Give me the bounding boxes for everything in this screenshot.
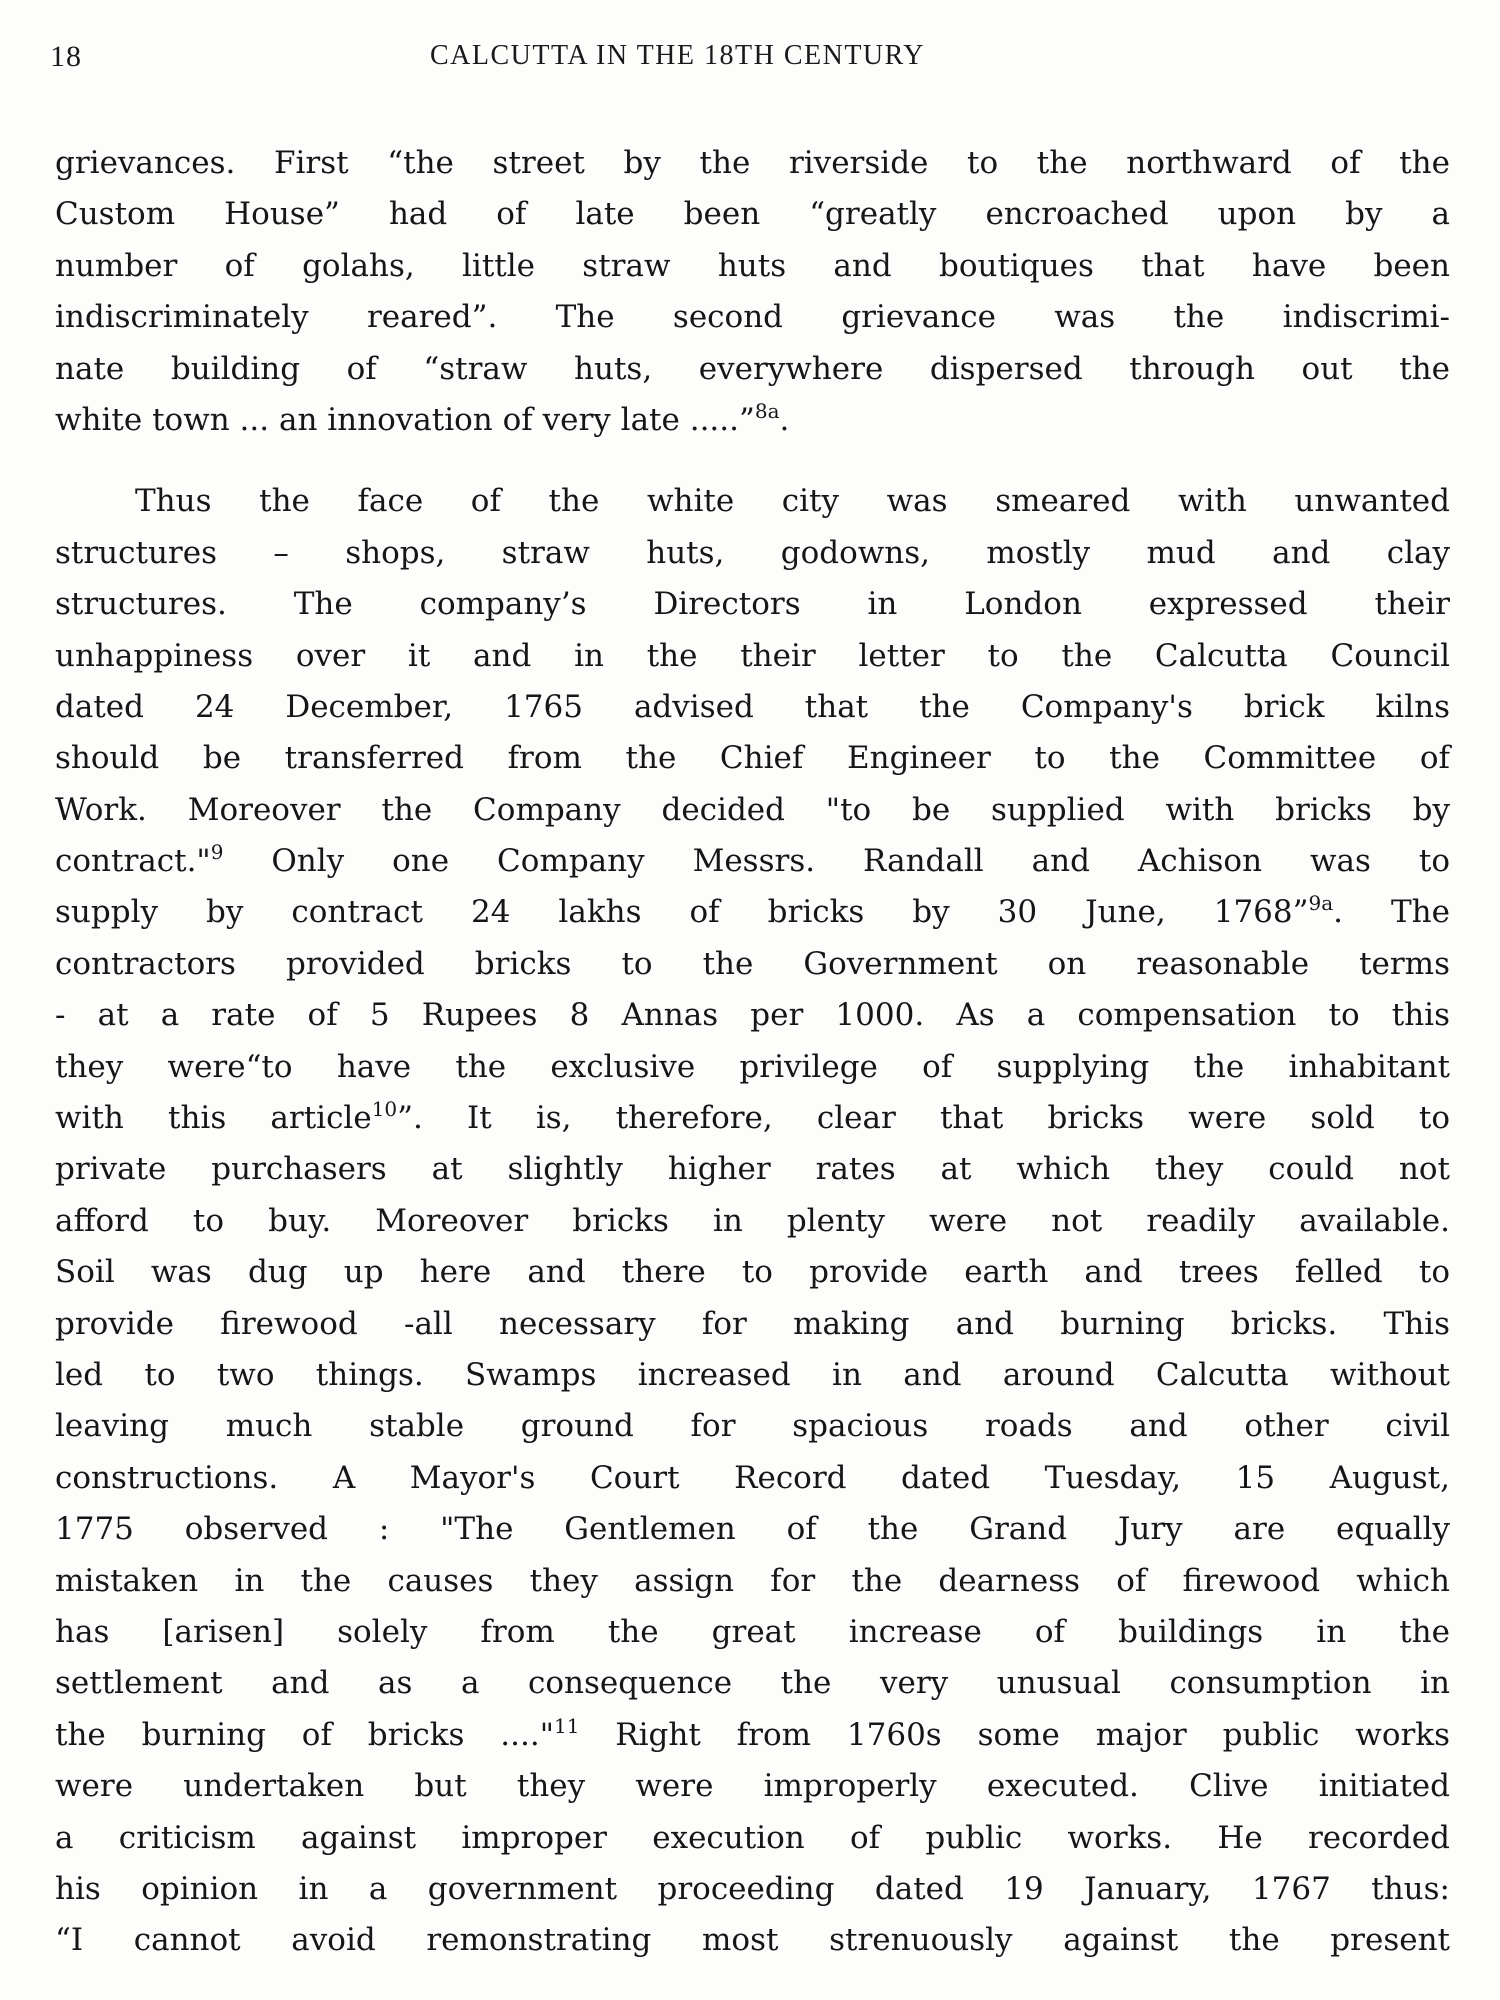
text-line: settlement and as a consequence the very unusual consumption in: [55, 1665, 1450, 1702]
text-line: leaving much stable ground for spacious roads and other civil: [55, 1408, 1450, 1445]
text-line: constructions. A Mayor's Court Record dated Tuesday, 15 August,: [55, 1459, 1450, 1496]
text-line: Soil was dug up here and there to provide earth and trees felled to: [55, 1254, 1450, 1291]
text-line: Thus the face of the white city was smeared with unwanted: [135, 483, 1450, 520]
text-line: 1775 observed : "The Gentlemen of the Grand Jury are equally: [55, 1511, 1450, 1548]
text-fragment: Only one Company Messrs. Randall and Achison was to: [223, 843, 1450, 880]
text-fragment: supply by contract 24 lakhs of bricks by 30 June, 1768”: [55, 894, 1309, 931]
text-line: “I cannot avoid remonstrating most strenuously against the present: [55, 1922, 1450, 1959]
text-line: dated 24 December, 1765 advised that the Company's brick kilns: [55, 688, 1450, 725]
text-fragment: with this article: [55, 1100, 372, 1137]
text-line: afford to buy. Moreover bricks in plenty were not readily available.: [55, 1202, 1450, 1239]
footnote-ref-8a: 8a: [754, 398, 780, 423]
text-line: were undertaken but they were improperly executed. Clive initiated: [55, 1768, 1450, 1805]
text-fragment: . The: [1333, 894, 1450, 931]
text-line: they were“to have the exclusive privilege of supplying the inhabitant: [55, 1048, 1450, 1085]
running-header: [50, 40, 1450, 80]
text-line: [55, 395, 1450, 446]
text-fragment: white town ... an innovation of very late .....”: [55, 401, 755, 438]
text-line: led to two things. Swamps increased in and around Calcutta without: [55, 1356, 1450, 1393]
paragraph-2: [55, 476, 1450, 1966]
footnote-ref-11: 11: [553, 1713, 580, 1738]
text-line: indiscriminately reared”. The second grievance was the indiscrimi-: [55, 299, 1450, 336]
text-line: grievances. First “the street by the riverside to the northward of the: [55, 145, 1450, 181]
body-text: [55, 138, 1450, 1967]
text-line: Work. Moreover the Company decided "to be supplied with bricks by: [55, 791, 1450, 828]
text-fragment: .: [779, 401, 790, 438]
text-line: [55, 1710, 1450, 1761]
text-line: structures. The company’s Directors in London expressed their: [55, 586, 1450, 623]
text-line: structures – shops, straw huts, godowns, mostly mud and clay: [55, 534, 1450, 571]
text-line: number of golahs, little straw huts and boutiques that have been: [55, 247, 1450, 284]
running-title: CALCUTTA IN THE 18TH CENTURY: [430, 40, 926, 71]
text-line: provide firewood -all necessary for making and burning bricks. This: [55, 1305, 1450, 1342]
text-line: unhappiness over it and in the their letter to the Calcutta Council: [55, 637, 1450, 674]
paragraph-gap: [55, 446, 1450, 476]
footnote-ref-9a: 9a: [1308, 891, 1334, 916]
text-fragment: contract.": [55, 843, 211, 880]
text-line: [55, 1093, 1450, 1144]
text-line: Custom House” had of late been “greatly encroached upon by a: [55, 196, 1450, 233]
text-line: - at a rate of 5 Rupees 8 Annas per 1000. As a compensation to this: [55, 997, 1450, 1034]
text-line: his opinion in a government proceeding dated 19 January, 1767 thus:: [55, 1870, 1450, 1907]
text-fragment: Right from 1760s some major public works: [579, 1716, 1450, 1753]
text-line: has [arisen] solely from the great increase of buildings in the: [55, 1613, 1450, 1650]
text-fragment: the burning of bricks ....": [55, 1716, 554, 1753]
text-line: nate building of “straw huts, everywhere dispersed through out the: [55, 350, 1450, 387]
text-line: contractors provided bricks to the Government on reasonable terms: [55, 945, 1450, 982]
footnote-ref-9: 9: [210, 840, 224, 865]
text-line: private purchasers at slightly higher rates at which they could not: [55, 1151, 1450, 1188]
text-line: should be transferred from the Chief Engineer to the Committee of: [55, 740, 1450, 777]
paragraph-1: [55, 138, 1450, 446]
text-line: [55, 887, 1450, 938]
text-fragment: ”. It is, therefore, clear that bricks were sold to: [397, 1100, 1450, 1137]
footnote-ref-10: 10: [371, 1097, 398, 1122]
text-line: mistaken in the causes they assign for the dearness of firewood which: [55, 1562, 1450, 1599]
page-number: 18: [50, 40, 82, 73]
text-line: a criticism against improper execution of public works. He recorded: [55, 1819, 1450, 1856]
text-line: [55, 836, 1450, 887]
